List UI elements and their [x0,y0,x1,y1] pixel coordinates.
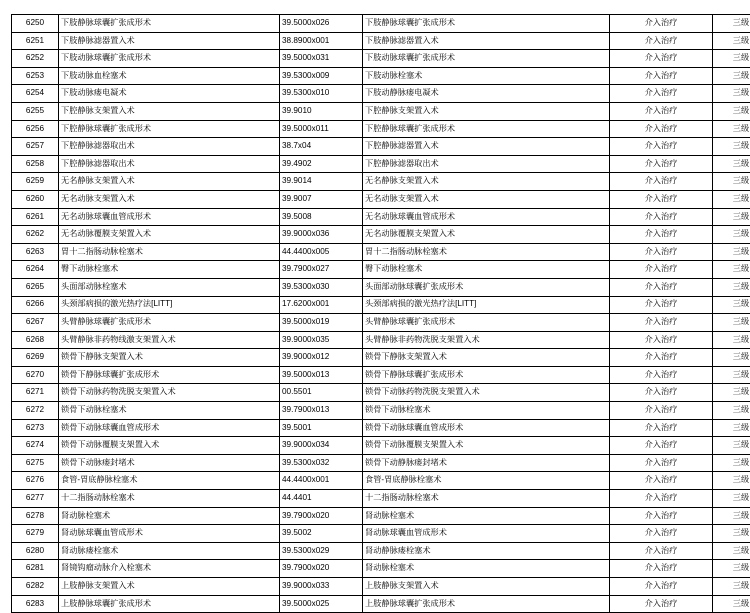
procedure-name-standard: 头面部动脉球囊扩张成形术 [363,278,610,296]
row-index: 6259 [12,173,59,191]
level: 三级 [713,384,750,402]
treatment-type: 介入治疗 [610,67,713,85]
treatment-type: 介入治疗 [610,120,713,138]
table-row [12,120,750,138]
level: 三级 [713,366,750,384]
row-index: 6280 [12,542,59,560]
table-row [12,226,750,244]
row-index: 6250 [12,15,59,33]
procedure-code: 39.5002 [280,525,363,543]
procedure-name-standard: 下肢动脉球囊扩张成形术 [363,50,610,68]
procedure-name-standard: 头颈部病损的激光热疗法[LITT] [363,296,610,314]
procedure-name-standard: 下腔静脉滤器置入术 [363,138,610,156]
procedure-code: 39.5300x030 [280,278,363,296]
level: 三级 [713,525,750,543]
level: 三级 [713,120,750,138]
procedure-name: 肾动脉栓塞术 [59,507,280,525]
table-row [12,560,750,578]
treatment-type: 介入治疗 [610,560,713,578]
level: 三级 [713,578,750,596]
procedure-code: 39.5300x009 [280,67,363,85]
procedure-name-standard: 无名动脉球囊血管成形术 [363,208,610,226]
level: 三级 [713,278,750,296]
procedure-code: 39.9000x034 [280,437,363,455]
level: 三级 [713,67,750,85]
treatment-type: 介入治疗 [610,349,713,367]
treatment-type: 介入治疗 [610,278,713,296]
treatment-type: 介入治疗 [610,32,713,50]
table-row [12,595,750,613]
procedure-name-standard: 锁骨下静脉支架置入术 [363,349,610,367]
procedure-code: 39.4902 [280,155,363,173]
procedure-name: 下腔静脉滤器取出术 [59,138,280,156]
level: 三级 [713,50,750,68]
treatment-type: 介入治疗 [610,437,713,455]
treatment-type: 介入治疗 [610,402,713,420]
table-row [12,402,750,420]
procedure-code: 39.5000x019 [280,314,363,332]
procedure-name: 头面部动脉栓塞术 [59,278,280,296]
table-row [12,278,750,296]
procedure-name: 无名动脉球囊血管成形术 [59,208,280,226]
procedure-code: 00.5501 [280,384,363,402]
row-index: 6253 [12,67,59,85]
procedure-code: 39.9014 [280,173,363,191]
procedure-name: 下腔静脉球囊扩张成形术 [59,120,280,138]
row-index: 6263 [12,243,59,261]
treatment-type: 介入治疗 [610,15,713,33]
procedure-name: 下肢动脉血栓塞术 [59,67,280,85]
row-index: 6270 [12,366,59,384]
treatment-type: 介入治疗 [610,366,713,384]
procedure-name-standard: 锁骨下动脉球囊血管成形术 [363,419,610,437]
treatment-type: 介入治疗 [610,102,713,120]
procedure-name: 十二指肠动脉栓塞术 [59,490,280,508]
procedure-name-standard: 头臂静脉非药物洗脱支架置入术 [363,331,610,349]
level: 三级 [713,507,750,525]
procedure-code: 39.9000x036 [280,226,363,244]
procedure-name-standard: 无名动脉支架置入术 [363,190,610,208]
row-index: 6277 [12,490,59,508]
row-index: 6266 [12,296,59,314]
table-row [12,314,750,332]
procedure-name-standard: 上肢静脉球囊扩张成形术 [363,595,610,613]
level: 三级 [713,454,750,472]
table-row [12,173,750,191]
procedure-name-standard: 十二指肠动脉栓塞术 [363,490,610,508]
row-index: 6265 [12,278,59,296]
procedure-name: 头颈部病损的激光热疗法[LITT] [59,296,280,314]
procedure-name-standard: 下腔静脉球囊扩张成形术 [363,120,610,138]
table-row [12,507,750,525]
treatment-type: 介入治疗 [610,261,713,279]
procedure-name: 胃十二指肠动脉栓塞术 [59,243,280,261]
procedure-code: 44.4400x001 [280,472,363,490]
treatment-type: 介入治疗 [610,50,713,68]
row-index: 6274 [12,437,59,455]
procedure-code: 39.5300x032 [280,454,363,472]
table-row [12,366,750,384]
procedure-code: 39.5300x010 [280,85,363,103]
procedure-name-standard: 下腔静脉滤器取出术 [363,155,610,173]
row-index: 6256 [12,120,59,138]
procedure-name: 下肢静脉滤器置入术 [59,32,280,50]
procedure-name: 锁骨下动脉瘘封堵术 [59,454,280,472]
procedure-name-standard: 下肢动静脉瘘电凝术 [363,85,610,103]
procedure-name: 无名静脉支架置入术 [59,173,280,191]
procedure-name-standard: 胃十二指肠动脉栓塞术 [363,243,610,261]
row-index: 6258 [12,155,59,173]
table-row [12,331,750,349]
procedure-name-standard: 肾动脉栓塞术 [363,560,610,578]
procedure-code: 17.6200x001 [280,296,363,314]
procedure-code: 38.7x04 [280,138,363,156]
procedure-name-standard: 肾动静脉瘘栓塞术 [363,542,610,560]
table-row [12,208,750,226]
procedure-name: 上肢静脉支架置入术 [59,578,280,596]
row-index: 6273 [12,419,59,437]
procedure-name-standard: 下肢静脉滤器置入术 [363,32,610,50]
table-row [12,138,750,156]
table-row [12,525,750,543]
treatment-type: 介入治疗 [610,595,713,613]
table-row [12,490,750,508]
procedure-code: 39.9000x033 [280,578,363,596]
procedure-name: 锁骨下动脉球囊血管成形术 [59,419,280,437]
row-index: 6264 [12,261,59,279]
level: 三级 [713,261,750,279]
level: 三级 [713,85,750,103]
row-index: 6269 [12,349,59,367]
row-index: 6267 [12,314,59,332]
procedure-name-standard: 食管-胃底静脉栓塞术 [363,472,610,490]
procedure-code: 39.7900x013 [280,402,363,420]
level: 三级 [713,173,750,191]
row-index: 6257 [12,138,59,156]
level: 三级 [713,226,750,244]
procedure-code: 44.4400x005 [280,243,363,261]
level: 三级 [713,331,750,349]
level: 三级 [713,155,750,173]
table-row [12,32,750,50]
level: 三级 [713,560,750,578]
level: 三级 [713,542,750,560]
procedure-name: 头臂静脉球囊扩张成形术 [59,314,280,332]
treatment-type: 介入治疗 [610,296,713,314]
procedure-name: 锁骨下动脉覆膜支架置入术 [59,437,280,455]
procedure-name: 下腔静脉支架置入术 [59,102,280,120]
table-row [12,261,750,279]
procedure-name-standard: 锁骨下动静脉瘘封堵术 [363,454,610,472]
treatment-type: 介入治疗 [610,226,713,244]
level: 三级 [713,314,750,332]
procedure-name: 下肢静脉球囊扩张成形术 [59,15,280,33]
level: 三级 [713,595,750,613]
procedure-name: 上肢静脉球囊扩张成形术 [59,595,280,613]
procedure-code: 39.5001 [280,419,363,437]
treatment-type: 介入治疗 [610,331,713,349]
procedure-name: 锁骨下动脉栓塞术 [59,402,280,420]
level: 三级 [713,296,750,314]
procedure-code: 39.5300x029 [280,542,363,560]
treatment-type: 介入治疗 [610,578,713,596]
row-index: 6251 [12,32,59,50]
procedure-name: 肾动脉瘘栓塞术 [59,542,280,560]
row-index: 6283 [12,595,59,613]
treatment-type: 介入治疗 [610,419,713,437]
procedure-code: 39.7900x020 [280,560,363,578]
row-index: 6282 [12,578,59,596]
level: 三级 [713,138,750,156]
procedure-code: 39.9000x012 [280,349,363,367]
row-index: 6262 [12,226,59,244]
procedure-code: 39.5000x011 [280,120,363,138]
procedure-name: 锁骨下静脉支架置入术 [59,349,280,367]
treatment-type: 介入治疗 [610,525,713,543]
procedure-name: 臀下动脉栓塞术 [59,261,280,279]
procedure-name: 肾动脉球囊血管成形术 [59,525,280,543]
treatment-type: 介入治疗 [610,472,713,490]
treatment-type: 介入治疗 [610,138,713,156]
level: 三级 [713,349,750,367]
treatment-type: 介入治疗 [610,208,713,226]
procedure-name: 下肢动脉球囊扩张成形术 [59,50,280,68]
treatment-type: 介入治疗 [610,314,713,332]
procedure-name-standard: 下肢动脉栓塞术 [363,67,610,85]
procedure-name-standard: 头臂静脉球囊扩张成形术 [363,314,610,332]
row-index: 6260 [12,190,59,208]
table-row [12,243,750,261]
procedure-code: 39.5000x031 [280,50,363,68]
procedure-name-standard: 下肢静脉球囊扩张成形术 [363,15,610,33]
procedure-name-standard: 锁骨下静脉球囊扩张成形术 [363,366,610,384]
procedure-code: 39.7900x027 [280,261,363,279]
level: 三级 [713,490,750,508]
row-index: 6254 [12,85,59,103]
procedure-name: 头臂静脉非药物线激支架置入术 [59,331,280,349]
treatment-type: 介入治疗 [610,155,713,173]
table-row [12,384,750,402]
procedure-name: 下腔静脉滤器取出术 [59,155,280,173]
treatment-type: 介入治疗 [610,243,713,261]
level: 三级 [713,208,750,226]
table-row [12,102,750,120]
row-index: 6276 [12,472,59,490]
treatment-type: 介入治疗 [610,490,713,508]
table-row [12,472,750,490]
procedure-name-standard: 无名动脉覆膜支架置入术 [363,226,610,244]
procedure-code: 39.9010 [280,102,363,120]
row-index: 6278 [12,507,59,525]
procedure-name-standard: 臀下动脉栓塞术 [363,261,610,279]
table-row [12,542,750,560]
procedure-name: 无名动脉覆膜支架置入术 [59,226,280,244]
treatment-type: 介入治疗 [610,454,713,472]
procedure-name: 无名动脉支架置入术 [59,190,280,208]
level: 三级 [713,243,750,261]
treatment-type: 介入治疗 [610,507,713,525]
procedure-name-standard: 锁骨下动脉覆膜支架置入术 [363,437,610,455]
row-index: 6252 [12,50,59,68]
table-row [12,296,750,314]
procedure-name: 食管-胃底静脉栓塞术 [59,472,280,490]
level: 三级 [713,102,750,120]
procedure-code: 38.8900x001 [280,32,363,50]
level: 三级 [713,472,750,490]
level: 三级 [713,419,750,437]
treatment-type: 介入治疗 [610,173,713,191]
procedure-name-standard: 锁骨下动脉药物洗脱支架置入术 [363,384,610,402]
table-body [12,15,750,613]
treatment-type: 介入治疗 [610,542,713,560]
table-row [12,67,750,85]
treatment-type: 介入治疗 [610,85,713,103]
level: 三级 [713,437,750,455]
procedure-code: 39.7900x020 [280,507,363,525]
table-row [12,419,750,437]
procedure-name-standard: 肾动脉栓塞术 [363,507,610,525]
procedure-name-standard: 锁骨下动脉栓塞术 [363,402,610,420]
row-index: 6275 [12,454,59,472]
level: 三级 [713,402,750,420]
procedure-code: 39.5008 [280,208,363,226]
procedure-name: 锁骨下静脉球囊扩张成形术 [59,366,280,384]
procedure-name-standard: 肾动脉球囊血管成形术 [363,525,610,543]
table-row [12,349,750,367]
surgical-codes-table [11,14,750,613]
level: 三级 [713,15,750,33]
procedure-code: 44.4401 [280,490,363,508]
row-index: 6261 [12,208,59,226]
procedure-name: 肾镜钩瘤动脉介入栓塞术 [59,560,280,578]
table-row [12,437,750,455]
procedure-name-standard: 下腔静脉支架置入术 [363,102,610,120]
row-index: 6272 [12,402,59,420]
procedure-code: 39.9000x035 [280,331,363,349]
table-row [12,50,750,68]
row-index: 6255 [12,102,59,120]
table-row [12,578,750,596]
procedure-code: 39.9007 [280,190,363,208]
table-row [12,155,750,173]
table-row [12,15,750,33]
row-index: 6268 [12,331,59,349]
row-index: 6271 [12,384,59,402]
procedure-name: 锁骨下动脉药物洗脱支架置入术 [59,384,280,402]
procedure-code: 39.5000x013 [280,366,363,384]
row-index: 6281 [12,560,59,578]
procedure-name-standard: 上肢静脉支架置入术 [363,578,610,596]
table-row [12,85,750,103]
level: 三级 [713,190,750,208]
procedure-code: 39.5000x026 [280,15,363,33]
treatment-type: 介入治疗 [610,384,713,402]
table-row [12,454,750,472]
level: 三级 [713,32,750,50]
procedure-name-standard: 无名静脉支架置入术 [363,173,610,191]
row-index: 6279 [12,525,59,543]
procedure-code: 39.5000x025 [280,595,363,613]
procedure-name: 下肢动脉瘘电凝术 [59,85,280,103]
table-row [12,190,750,208]
treatment-type: 介入治疗 [610,190,713,208]
